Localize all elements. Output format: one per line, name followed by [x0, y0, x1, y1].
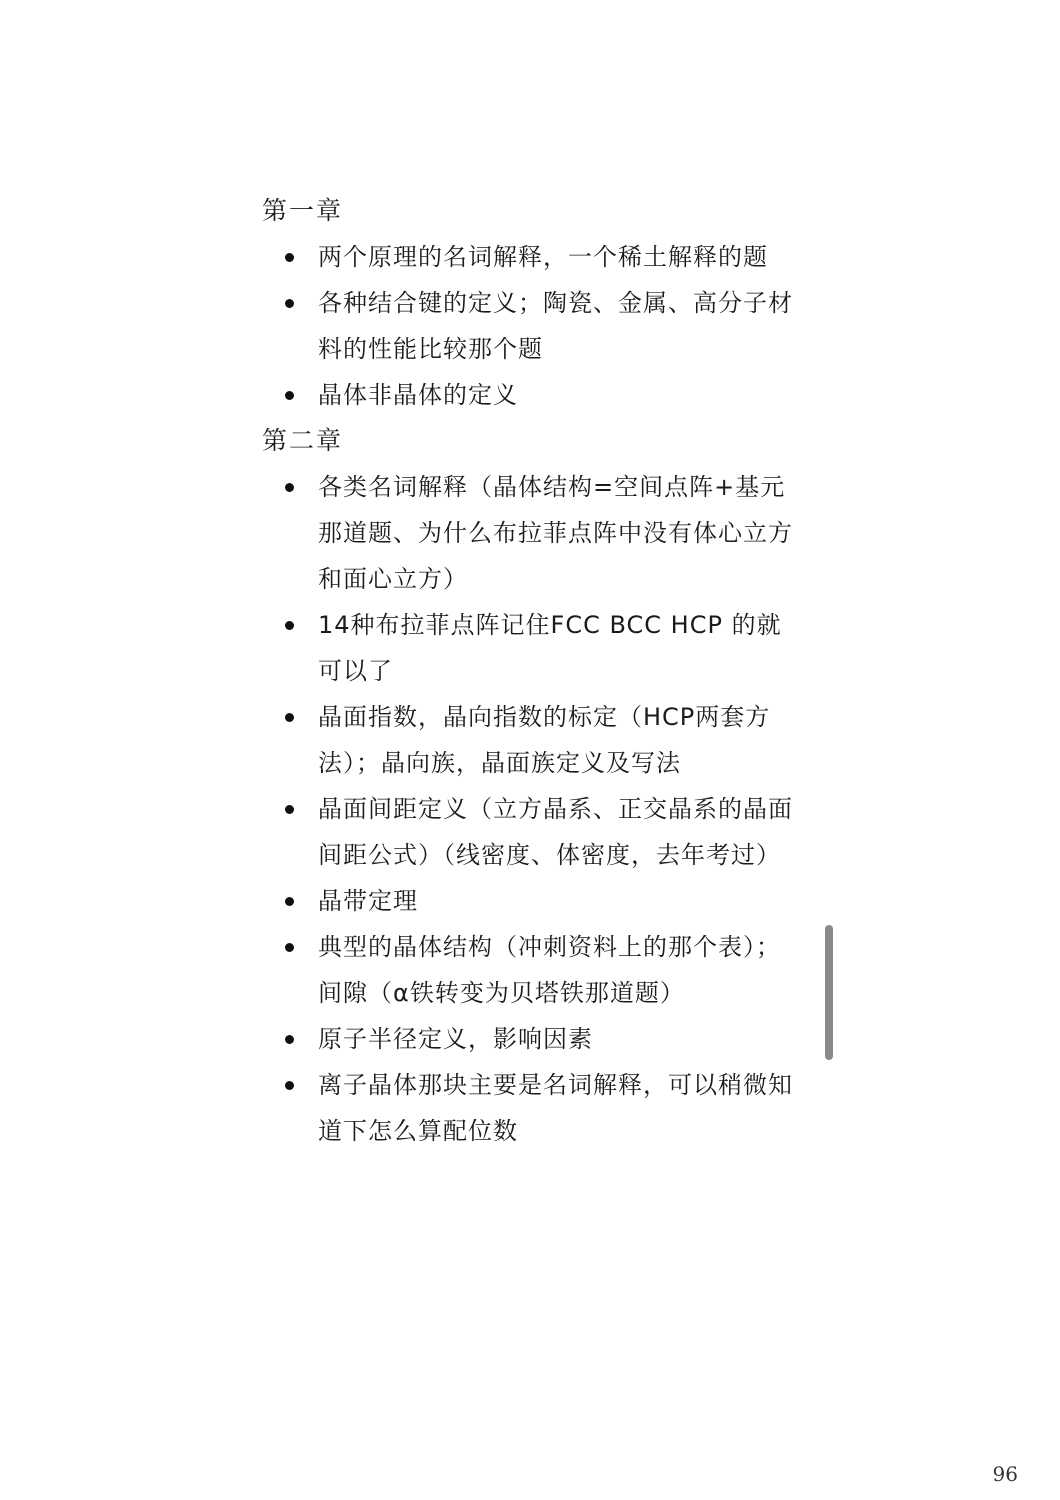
bullet-icon	[285, 483, 294, 492]
list-item	[262, 280, 794, 372]
list-item-text: 离子晶体那块主要是名词解释，可以稍微知道下怎么算配位数	[318, 1071, 793, 1145]
bullet-icon	[285, 943, 294, 952]
list-item-text: 典型的晶体结构（冲刺资料上的那个表）；间隙（α铁转变为贝塔铁那道题）	[318, 933, 781, 1007]
list-item-text: 14种布拉菲点阵记住FCC BCC HCP 的就可以了	[318, 611, 782, 685]
list-item-text: 晶面间距定义（立方晶系、正交晶系的晶面间距公式）（线密度、体密度，去年考过）	[318, 795, 793, 869]
list-item	[262, 372, 794, 418]
list-item-text: 原子半径定义，影响因素	[318, 1025, 593, 1053]
bullet-icon	[285, 805, 294, 814]
list-item	[262, 924, 794, 1016]
chapter-2-list	[262, 464, 802, 1154]
bullet-icon	[285, 253, 294, 262]
bullet-icon	[285, 1035, 294, 1044]
bullet-icon	[285, 897, 294, 906]
list-item-text: 两个原理的名词解释，一个稀土解释的题	[318, 243, 768, 271]
notes-content	[262, 188, 802, 1154]
chapter-1-list	[262, 234, 802, 418]
list-item	[262, 694, 794, 786]
list-item	[262, 786, 794, 878]
chapter-heading: 第二章	[262, 426, 344, 455]
list-item-text: 各类名词解释（晶体结构=空间点阵+基元那道题、为什么布拉菲点阵中没有体心立方和面心立方）	[318, 473, 793, 593]
bullet-icon	[285, 713, 294, 722]
page-number: 96	[992, 1462, 1018, 1486]
scrollbar[interactable]	[825, 925, 833, 1060]
chapter-heading: 第一章	[262, 196, 344, 225]
list-item-text: 晶带定理	[318, 887, 418, 915]
list-item	[262, 1062, 794, 1154]
list-item-text: 晶体非晶体的定义	[318, 381, 518, 409]
list-item-text: 各种结合键的定义；陶瓷、金属、高分子材料的性能比较那个题	[318, 289, 793, 363]
list-item	[262, 1016, 794, 1062]
list-item	[262, 234, 794, 280]
scrollbar-thumb[interactable]	[825, 925, 833, 1060]
list-item	[262, 878, 794, 924]
list-item	[262, 602, 794, 694]
bullet-icon	[285, 621, 294, 630]
list-item	[262, 464, 794, 602]
bullet-icon	[285, 299, 294, 308]
list-item-text: 晶面指数，晶向指数的标定（HCP两套方法）；晶向族，晶面族定义及写法	[318, 703, 771, 777]
bullet-icon	[285, 1081, 294, 1090]
bullet-icon	[285, 391, 294, 400]
